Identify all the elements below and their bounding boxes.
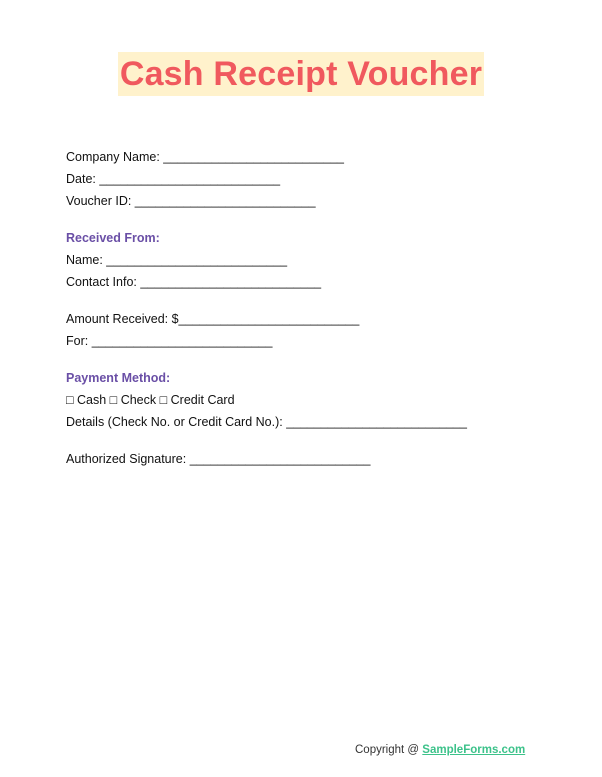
for-field: For: __________________________	[66, 334, 273, 348]
authorized-signature-field: Authorized Signature: __________________________	[66, 452, 371, 466]
payment-options: □ Cash □ Check □ Credit Card	[66, 393, 235, 407]
page-title: Cash Receipt Voucher	[118, 52, 484, 96]
received-from-heading: Received From:	[66, 231, 160, 245]
amount-received-field: Amount Received: $__________________________	[66, 312, 360, 326]
copyright-text: Copyright @	[355, 744, 423, 756]
voucher-form	[66, 146, 566, 470]
date-field: Date: __________________________	[66, 172, 281, 186]
spacer	[66, 433, 566, 448]
spacer	[66, 212, 566, 227]
spacer	[66, 352, 566, 367]
copyright-footer	[355, 744, 525, 756]
voucher-id-field: Voucher ID: __________________________	[66, 194, 316, 208]
name-field: Name: __________________________	[66, 253, 288, 267]
title-wrapper	[0, 52, 602, 96]
company-name-field: Company Name: __________________________	[66, 150, 345, 164]
payment-method-heading: Payment Method:	[66, 371, 171, 385]
brand-link[interactable]: SampleForms.com	[422, 744, 526, 756]
payment-details-field: Details (Check No. or Credit Card No.): __________________________	[66, 415, 467, 429]
spacer	[66, 293, 566, 308]
contact-info-field: Contact Info: __________________________	[66, 275, 322, 289]
